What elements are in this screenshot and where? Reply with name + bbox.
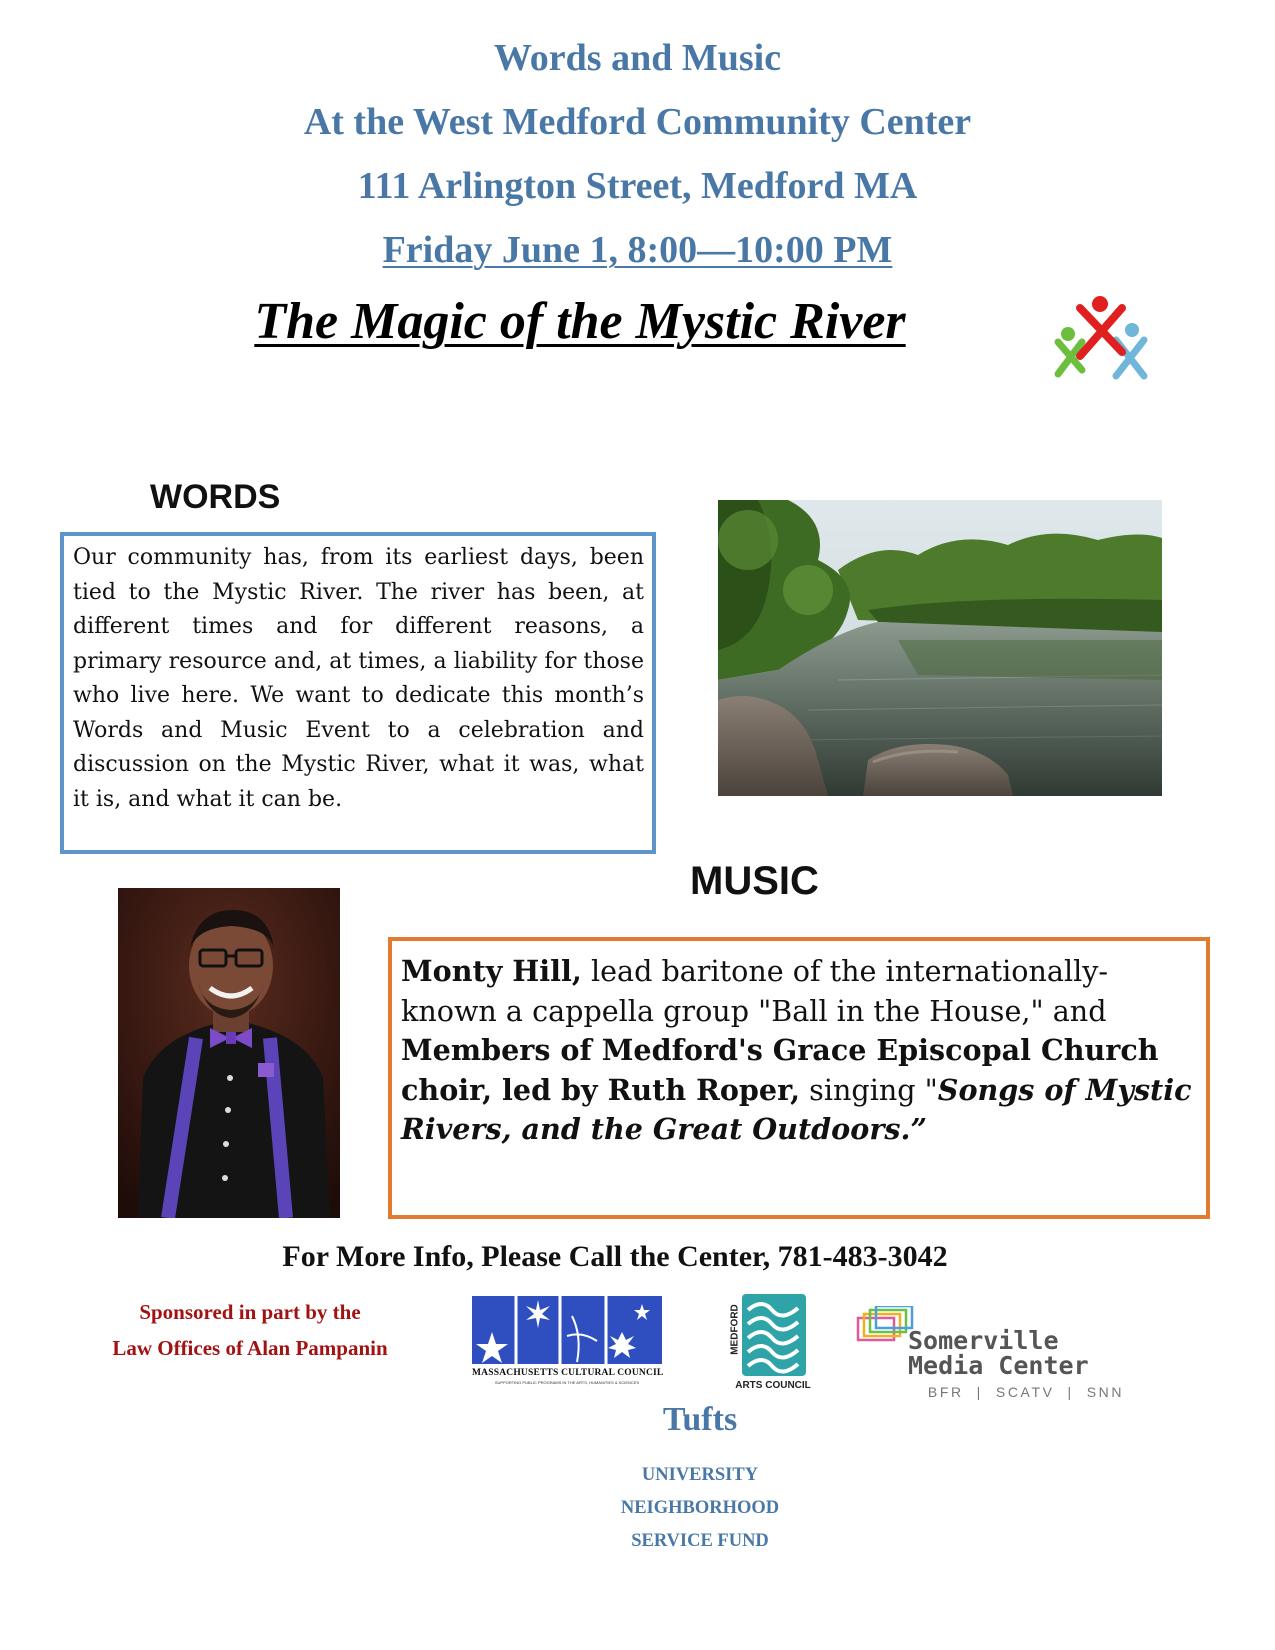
choir-name: Members of Medford's Grace Episcopal Church choir, led by Ruth Roper, xyxy=(401,1033,1159,1107)
community-center-logo xyxy=(1052,294,1150,386)
header-date xyxy=(0,228,1275,272)
somerville-line-2: Media Center xyxy=(908,1351,1089,1380)
performer-name: Monty Hill, xyxy=(401,954,582,988)
header-line-1: Words and Music xyxy=(493,37,782,79)
tufts-line-3: SERVICE FUND xyxy=(631,1531,769,1551)
mcc-logo-icon xyxy=(472,1296,662,1368)
music-body xyxy=(401,952,1196,1150)
river-photo xyxy=(718,500,1162,796)
words-heading: WORDS xyxy=(150,478,281,516)
mcc-subtitle: SUPPORTING PUBLIC PROGRAMS IN THE ARTS, HUMANITIES & SCIENCES xyxy=(494,1380,640,1385)
somerville-media-logo xyxy=(856,1306,1156,1400)
somerville-subtitle: BFR | SCATV | SNN xyxy=(927,1384,1125,1400)
tufts-line-2: NEIGHBORHOOD xyxy=(620,1498,780,1518)
medford-arts-logo xyxy=(724,1294,814,1394)
sponsor-line-1: Sponsored in part by the xyxy=(139,1300,361,1324)
music-heading: MUSIC xyxy=(690,859,819,903)
header-line-2: At the West Medford Community Center xyxy=(303,101,972,143)
people-logo-icon xyxy=(1052,294,1150,386)
words-box xyxy=(60,532,656,854)
music-text-1: lead baritone of the internationally-known a cappella group "Ball in the House," and xyxy=(401,954,1109,1028)
event-title: The Magic of the Mystic River xyxy=(254,293,906,350)
music-text-2: singing " xyxy=(800,1072,938,1107)
somerville-line-1: Somerville xyxy=(908,1326,1059,1355)
music-box xyxy=(388,937,1210,1219)
medford-arts-text: ARTS COUNCIL xyxy=(735,1380,811,1391)
header-address: 111 Arlington Street, Medford MA xyxy=(357,165,918,207)
tufts-line-1: UNIVERSITY xyxy=(641,1465,759,1485)
sponsor-line-2: Law Offices of Alan Pampanin xyxy=(112,1336,388,1360)
tufts-name: Tufts xyxy=(662,1401,738,1438)
medford-waves-icon xyxy=(742,1294,806,1376)
words-body: Our community has, from its earliest days, been tied to the Mystic River. The river has been, at different times and for different reasons, a primary resource and, at times, a liability for those who live here. We want to dedicate this month’s Words and Music Event to a celebration and discussion on the Mystic River, what it was, what it is, and what it can be. xyxy=(73,545,644,812)
date-text: Friday June 1, 8:00—10:00 PM xyxy=(382,229,893,271)
song-title: Songs of Mystic Rivers, and the Great Outdoors.” xyxy=(401,1072,1192,1146)
medford-vertical-text: MEDFORD xyxy=(729,1304,741,1355)
performer-photo xyxy=(118,888,340,1218)
frames-icon xyxy=(856,1306,916,1346)
mcc-name: MASSACHUSETTS CULTURAL COUNCIL xyxy=(472,1368,664,1378)
info-line: For More Info, Please Call the Center, 781-483-3042 xyxy=(282,1240,948,1273)
mcc-logo xyxy=(472,1296,662,1388)
